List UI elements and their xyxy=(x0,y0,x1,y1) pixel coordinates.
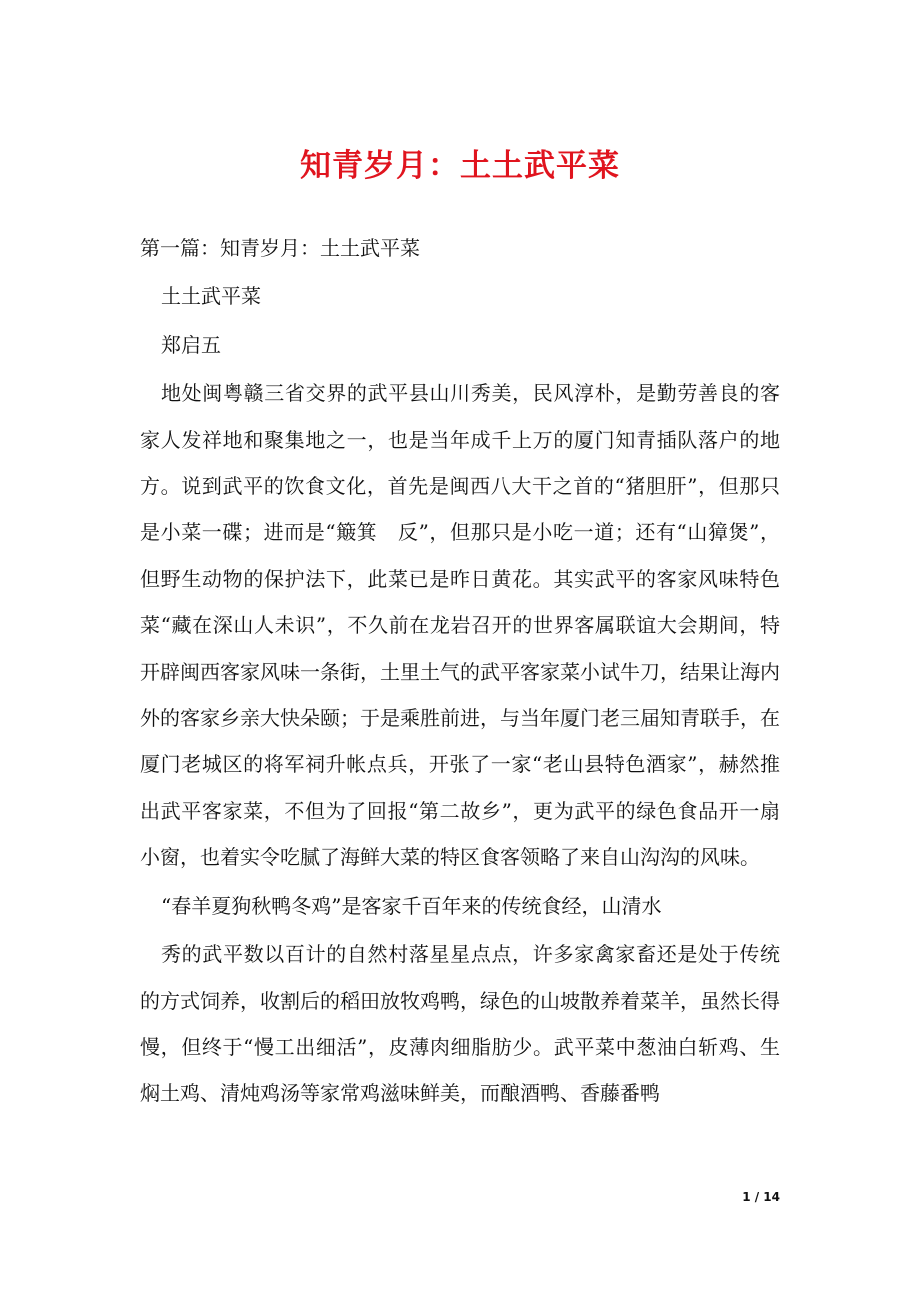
body-paragraph-2: 秀的武平数以百计的自然村落星星点点，许多家禽家畜还是处于传统的方式饲养，收割后的稻田放牧鸡鸭，绿色的山坡散养着菜羊，虽然长得慢，但终于“慢工出细活”，皮薄肉细脂肪少。武平菜中葱油白斩鸡、生焖土鸡、清炖鸡汤等家常鸡滋味鲜美，而酿酒鸭、香藤番鸭 xyxy=(140,942,780,1106)
author-name: 郑启五 xyxy=(161,332,221,357)
article-subtitle: 土土武平菜 xyxy=(161,284,261,309)
document-body xyxy=(140,225,780,1117)
chapter-heading: 第一篇：知青岁月：土土武平菜 xyxy=(140,236,420,260)
body-paragraph-2-first-line: “春羊夏狗秋鸭冬鸡”是客家千百年来的传统食经，山清水 xyxy=(161,893,662,918)
document-title: 知青岁月：土土武平菜 xyxy=(300,148,620,184)
body-paragraph-1: 地处闽粤赣三省交界的武平县山川秀美，民风淳朴，是勤劳善良的客家人发祥地和聚集地之一，也是当年成千上万的厦门知青插队落户的地方。说到武平的饮食文化，首先是闽西八大干之首的“猪胆肝”，但那只是小菜一碟；进而是“簸箕 反”，但那只是小吃一道；还有“山獐煲”，但野生动物的保护法下，此菜已是昨日黄花。其实武平的客家风味特色菜“藏在深山人未识”，不久前在龙岩召开的世界客属联谊大会期间，特开辟闽西客家风味一条街，土里土气的武平客家菜小试牛刀，结果让海内外的客家乡亲大快朵颐；于是乘胜前进，与当年厦门老三届知青联手，在厦门老城区的将军祠升帐点兵，开张了一家“老山县特色酒家”，赫然推出武平客家菜，不但为了回报“第二故乡”，更为武平的绿色食品开一扇小窗，也着实令吃腻了海鲜大菜的特区食客领略了来自山沟沟的风味。 xyxy=(140,381,780,870)
page-number: 1 / 14 xyxy=(742,1190,780,1204)
